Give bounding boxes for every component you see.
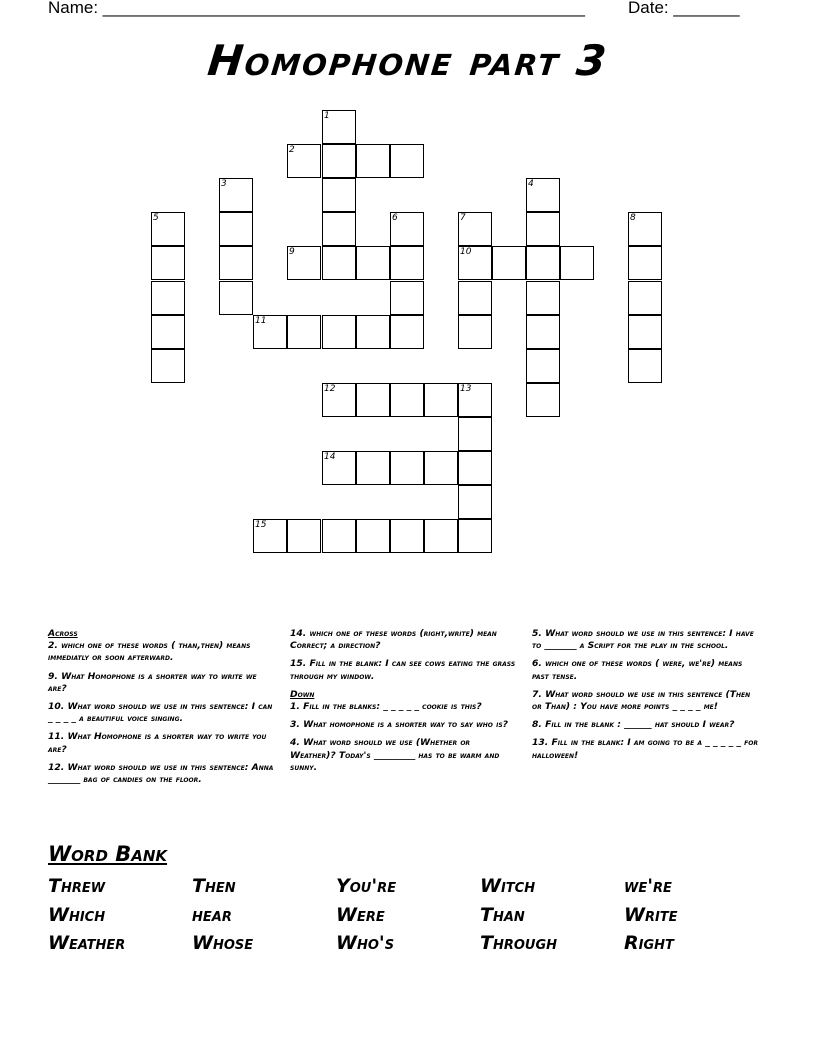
clues-column-3 [532, 628, 760, 768]
word-bank-word: Threw [48, 875, 106, 897]
crossword-cell[interactable] [526, 383, 560, 417]
clue-number: 6 [392, 213, 398, 223]
crossword-cell[interactable] [458, 246, 492, 280]
clue-across-11: 11. What Homophone is a shorter way to write you are? [48, 731, 267, 755]
crossword-cell[interactable] [390, 451, 424, 485]
crossword-cell[interactable] [560, 246, 594, 280]
crossword-cell[interactable] [356, 315, 390, 349]
crossword-cell[interactable] [492, 246, 526, 280]
crossword-cell[interactable] [628, 349, 662, 383]
clue-number: 15 [255, 520, 267, 530]
crossword-cell[interactable] [287, 246, 321, 280]
crossword-cell[interactable] [151, 349, 185, 383]
clue-down-1: 1. Fill in the blanks: _ _ _ _ _ cookie is this? [290, 701, 482, 713]
crossword-cell[interactable] [390, 144, 424, 178]
crossword-cell[interactable] [628, 315, 662, 349]
crossword-cell[interactable] [458, 451, 492, 485]
clue-across-15: 15. Fill in the blank: I can see cows eating the grass through my window. [290, 658, 516, 682]
clue-across-2: 2. which one of these words ( than,then) means immediatly or soon afterward. [48, 640, 251, 664]
crossword-cell[interactable] [526, 212, 560, 246]
clue-down-5: 5. What word should we use in this sentence: I have to _______ a Script for the play in the school. [532, 628, 754, 652]
crossword-cell[interactable] [356, 246, 390, 280]
word-bank-word: hear [192, 904, 232, 926]
crossword-cell[interactable] [219, 246, 253, 280]
crossword-cell[interactable] [322, 451, 356, 485]
word-bank-word: Who's [336, 932, 395, 954]
crossword-cell[interactable] [458, 519, 492, 553]
crossword-cell[interactable] [322, 383, 356, 417]
crossword-cell[interactable] [628, 212, 662, 246]
crossword-cell[interactable] [458, 383, 492, 417]
clue-across-9: 9. What Homophone is a shorter way to write we are? [48, 670, 257, 694]
crossword-cell[interactable] [526, 178, 560, 212]
crossword-cell[interactable] [390, 246, 424, 280]
crossword-cell[interactable] [356, 144, 390, 178]
word-bank-title: Word Bank [48, 842, 168, 866]
word-bank-word: Which [48, 904, 106, 926]
crossword-cell[interactable] [322, 315, 356, 349]
crossword-cell[interactable] [322, 178, 356, 212]
crossword-cell[interactable] [322, 519, 356, 553]
word-bank-word: Right [624, 932, 674, 954]
across-heading: Across [48, 628, 78, 639]
clues-column-1 [48, 628, 276, 792]
crossword-cell[interactable] [151, 281, 185, 315]
word-bank-word: Through [480, 932, 558, 954]
clue-number: 12 [324, 384, 336, 394]
crossword-cell[interactable] [390, 212, 424, 246]
crossword-cell[interactable] [253, 519, 287, 553]
crossword-cell[interactable] [219, 178, 253, 212]
crossword-cell[interactable] [526, 246, 560, 280]
crossword-cell[interactable] [287, 315, 321, 349]
crossword-cell[interactable] [628, 281, 662, 315]
crossword-cell[interactable] [253, 315, 287, 349]
word-bank-word: You're [336, 875, 397, 897]
clue-number: 9 [289, 247, 295, 257]
word-bank-word: Witch [480, 875, 536, 897]
clue-across-10: 10. What word should we use in this sentence: I can _ _ _ _ a beautiful voice singing. [48, 701, 273, 725]
crossword-cell[interactable] [151, 212, 185, 246]
clue-number: 14 [324, 452, 336, 462]
clue-number: 11 [255, 316, 267, 326]
crossword-cell[interactable] [322, 110, 356, 144]
clue-across-12: 12. What word should we use in this sentence: Anna _______ bag of candies on the floor. [48, 761, 274, 786]
name-field: Name: ___________________________________________________ [48, 0, 585, 17]
crossword-cell[interactable] [458, 212, 492, 246]
clue-number: 13 [460, 384, 472, 394]
date-field: Date: _______ [628, 0, 740, 17]
crossword-cell[interactable] [356, 451, 390, 485]
clue-down-4: 4. What word should we use (Whether or Weather)? Today's _________ has to be warm and sunny. [290, 737, 500, 773]
clue-down-13: 13. Fill in the blank: I am going to be a _ _ _ _ _ for halloween! [532, 737, 758, 761]
clue-down-3: 3. What homophone is a shorter way to say who is? [290, 719, 508, 731]
crossword-cell[interactable] [219, 281, 253, 315]
clue-number: 5 [153, 213, 159, 223]
crossword-cell[interactable] [322, 144, 356, 178]
crossword-cell[interactable] [322, 246, 356, 280]
page-title: Homophone part 3 [205, 36, 611, 85]
crossword-cell[interactable] [390, 281, 424, 315]
crossword-cell[interactable] [219, 212, 253, 246]
clue-number: 4 [528, 179, 534, 189]
word-bank-word: Whose [192, 932, 254, 954]
crossword-cell[interactable] [151, 315, 185, 349]
crossword-cell[interactable] [628, 246, 662, 280]
crossword-cell[interactable] [390, 383, 424, 417]
clue-number: 2 [289, 145, 295, 155]
down-heading: Down [290, 688, 315, 700]
word-bank-word: Write [624, 904, 678, 926]
clue-number: 8 [630, 213, 636, 223]
crossword-cell[interactable] [424, 519, 458, 553]
clue-across-14: 14. which one of these words (right,write) mean Correct; a direction? [290, 628, 497, 652]
clue-down-8: 8. Fill in the blank : ______ hat should I wear? [532, 719, 735, 731]
crossword-cell[interactable] [424, 383, 458, 417]
clue-number: 7 [460, 213, 466, 223]
crossword-cell[interactable] [526, 315, 560, 349]
clues-column-2 [290, 628, 518, 780]
word-bank-word: Than [480, 904, 525, 926]
word-bank-word: Weather [48, 932, 126, 954]
crossword-cell[interactable] [526, 349, 560, 383]
crossword-cell[interactable] [356, 383, 390, 417]
clue-down-6: 6. which one of these words ( were, we're) means past tense. [532, 658, 743, 682]
crossword-cell[interactable] [458, 485, 492, 519]
crossword-cell[interactable] [424, 451, 458, 485]
word-bank-word: Then [192, 875, 236, 897]
crossword-cell[interactable] [458, 417, 492, 451]
crossword-cell[interactable] [390, 519, 424, 553]
crossword-cell[interactable] [322, 212, 356, 246]
clue-down-7: 7. What word should we use in this sentence (Then or Than) : You have more points _ _ _ _ me! [532, 688, 751, 713]
crossword-cell[interactable] [287, 519, 321, 553]
word-bank-word: we're [624, 875, 672, 897]
clue-number: 1 [324, 111, 330, 121]
crossword-cell[interactable] [287, 144, 321, 178]
crossword-cell[interactable] [458, 315, 492, 349]
clue-number: 3 [221, 179, 227, 189]
crossword-cell[interactable] [151, 246, 185, 280]
crossword-cell[interactable] [390, 315, 424, 349]
crossword-cell[interactable] [458, 281, 492, 315]
crossword-cell[interactable] [526, 281, 560, 315]
word-bank-word: Were [336, 904, 385, 926]
clue-number: 10 [460, 247, 472, 257]
crossword-cell[interactable] [356, 519, 390, 553]
